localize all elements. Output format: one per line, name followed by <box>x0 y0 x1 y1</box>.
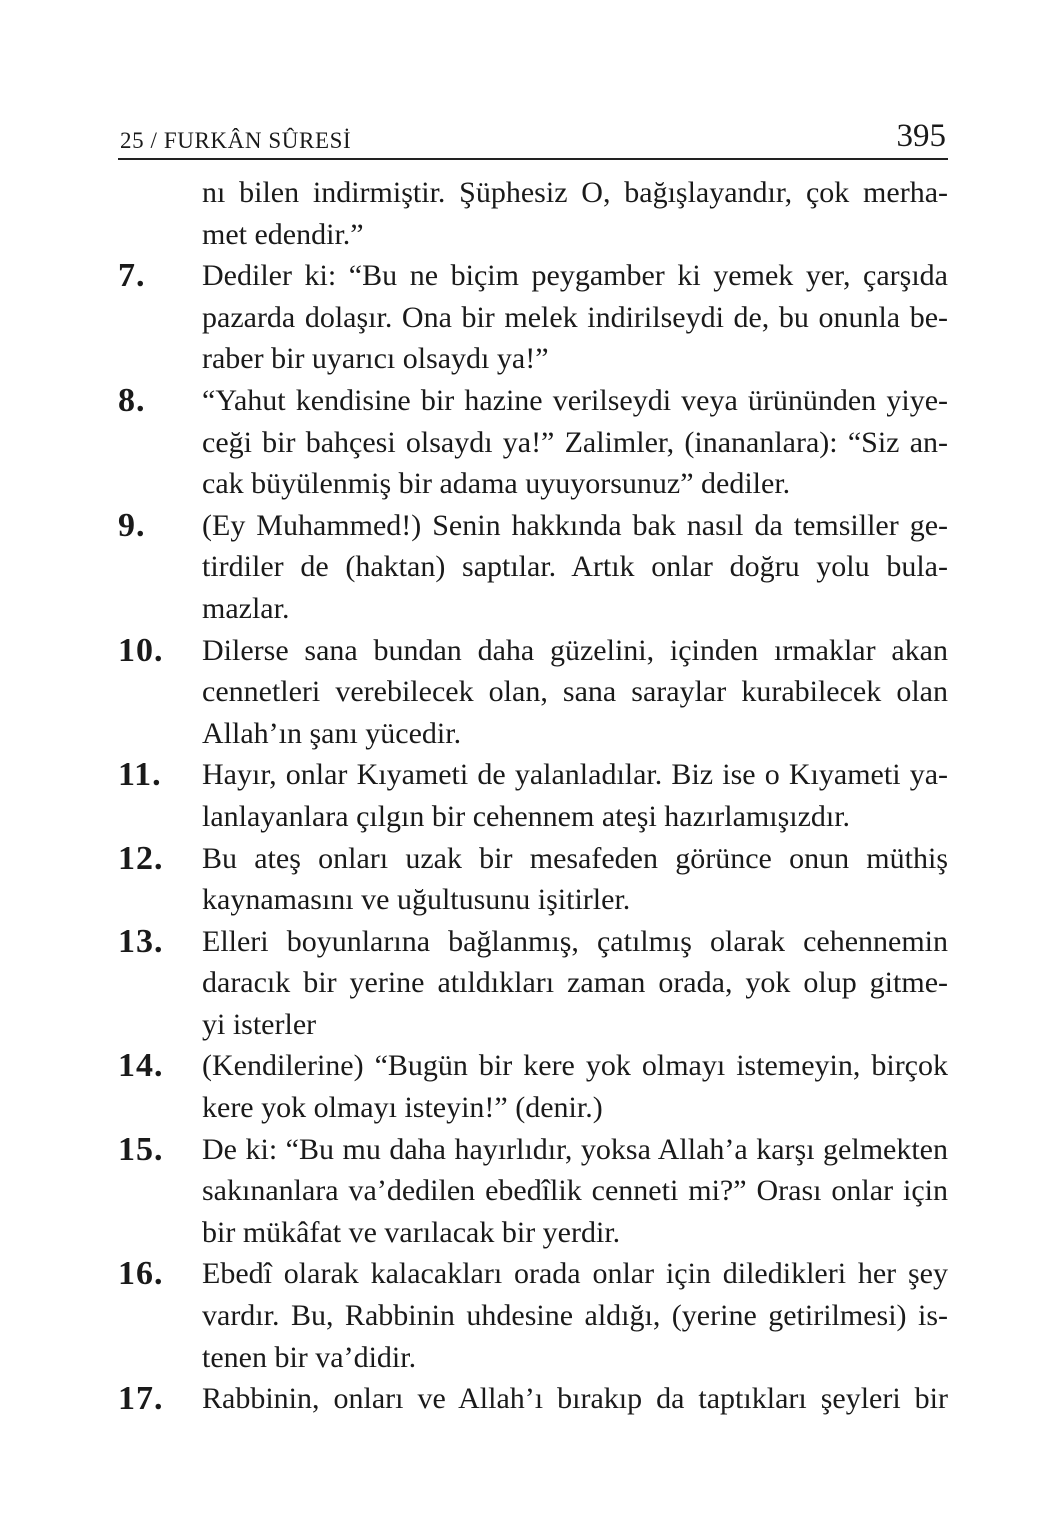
verse-line: met edendir.” <box>202 217 364 251</box>
verse-line: mazlar. <box>202 591 290 625</box>
verse-text <box>202 172 948 255</box>
verse-line: kaynamasını ve uğultusunu işitirler. <box>202 883 631 917</box>
verse <box>118 1253 948 1378</box>
verse-text <box>202 1253 948 1378</box>
verse-number: 10. <box>118 631 164 669</box>
verse-number: 13. <box>118 922 164 960</box>
verse-line: Elleri boyunlarına bağlanmış, çatılmış olarak cehennemin <box>202 924 948 958</box>
verse-number: 11. <box>118 756 162 794</box>
verse-text <box>202 838 948 921</box>
verse <box>118 838 948 921</box>
verse-text <box>202 921 948 1046</box>
verse-list <box>118 172 948 1420</box>
verse-line: Dediler ki: “Bu ne biçim peygamber ki yemek yer, çarşıda <box>202 259 948 293</box>
verse-line: (Ey Muhammed!) Senin hakkında bak nasıl da temsiller ge- <box>202 508 948 542</box>
verse-line: Allah’ın şanı yücedir. <box>202 716 462 750</box>
verse <box>118 172 948 255</box>
verse-text <box>202 630 948 755</box>
verse-line: yi isterler <box>202 1007 317 1041</box>
running-header <box>118 112 948 160</box>
verse-line: bir mükâfat ve varılacak bir yerdir. <box>202 1215 621 1249</box>
verse-line: “Yahut kendisine bir hazine verilseydi veya ürününden yiye- <box>202 383 948 417</box>
verse-number: 14. <box>118 1047 164 1085</box>
verse <box>118 754 948 837</box>
verse-line: vardır. Bu, Rabbinin uhdesine aldığı, (yerine getirilmesi) is- <box>202 1299 948 1333</box>
verse-number: 12. <box>118 839 164 877</box>
verse-line: Hayır, onlar Kıyameti de yalanladılar. Biz ise o Kıyameti ya- <box>202 758 948 792</box>
verse-line: tenen bir va’didir. <box>202 1340 417 1374</box>
verse-line: lanlayanlara çılgın bir cehennem ateşi hazırlamışızdır. <box>202 799 851 833</box>
verse-text <box>202 1129 948 1254</box>
verse-line: ceği bir bahçesi olsaydı ya!” Zalimler, (inananlara): “Siz an- <box>202 425 948 459</box>
verse-line: Bu ateş onları uzak bir mesafeden görünce onun müthiş <box>202 841 948 875</box>
verse-line: cennetleri verebilecek olan, sana saraylar kurabilecek olan <box>202 675 948 709</box>
verse-line: Ebedî olarak kalacakları orada onlar için diledikleri her şey <box>202 1257 948 1291</box>
verse-line: De ki: “Bu mu daha hayırlıdır, yoksa Allah’a karşı gelmekten <box>202 1132 948 1166</box>
verse-line: daracık bir yerine atıldıkları zaman orada, yok olup gitme- <box>202 966 948 1000</box>
verse-line: nı bilen indirmiştir. Şüphesiz O, bağışlayandır, çok merha- <box>202 176 948 209</box>
verse <box>118 1045 948 1128</box>
verse-text <box>202 754 948 837</box>
verse-line: sakınanlara va’dedilen ebedîlik cenneti mi?” Orası onlar için <box>202 1174 948 1208</box>
verse-line: Dilerse sana bundan daha güzelini, içinden ırmaklar akan <box>202 633 948 667</box>
verse-number: 17. <box>118 1380 164 1418</box>
verse-number: 8. <box>118 381 146 419</box>
page-number: 395 <box>896 118 946 154</box>
verse-line: (Kendilerine) “Bugün bir kere yok olmayı istemeyin, birçok <box>202 1049 948 1083</box>
verse <box>118 255 948 380</box>
verse-number: 16. <box>118 1255 164 1293</box>
verse-line: kere yok olmayı isteyin!” (denir.) <box>202 1091 603 1125</box>
verse-text <box>202 380 948 505</box>
verse-text <box>202 505 948 630</box>
verse <box>118 630 948 755</box>
verse-line: cak büyülenmiş bir adama uyuyorsunuz” dediler. <box>202 467 791 501</box>
verse-text <box>202 255 948 380</box>
verse-line: pazarda dolaşır. Ona bir melek indirilseydi de, bu onunla be- <box>202 300 948 334</box>
verse-number: 7. <box>118 257 146 295</box>
surah-title: 25 / FURKÂN SÛRESİ <box>120 128 352 153</box>
verse-line: Rabbinin, onları ve Allah’ı bırakıp da taptıkları şeyleri bir <box>202 1382 948 1416</box>
verse-line: raber bir uyarıcı olsaydı ya!” <box>202 342 549 376</box>
verse <box>118 380 948 505</box>
verse <box>118 1378 948 1420</box>
verse-number: 9. <box>118 506 146 544</box>
verse <box>118 921 948 1046</box>
verse-line: tirdiler de (haktan) saptılar. Artık onlar doğru yolu bula- <box>202 550 948 584</box>
verse <box>118 1129 948 1254</box>
verse-text <box>202 1378 948 1420</box>
verse-number: 15. <box>118 1130 164 1168</box>
verse-text <box>202 1045 948 1128</box>
verse <box>118 505 948 630</box>
